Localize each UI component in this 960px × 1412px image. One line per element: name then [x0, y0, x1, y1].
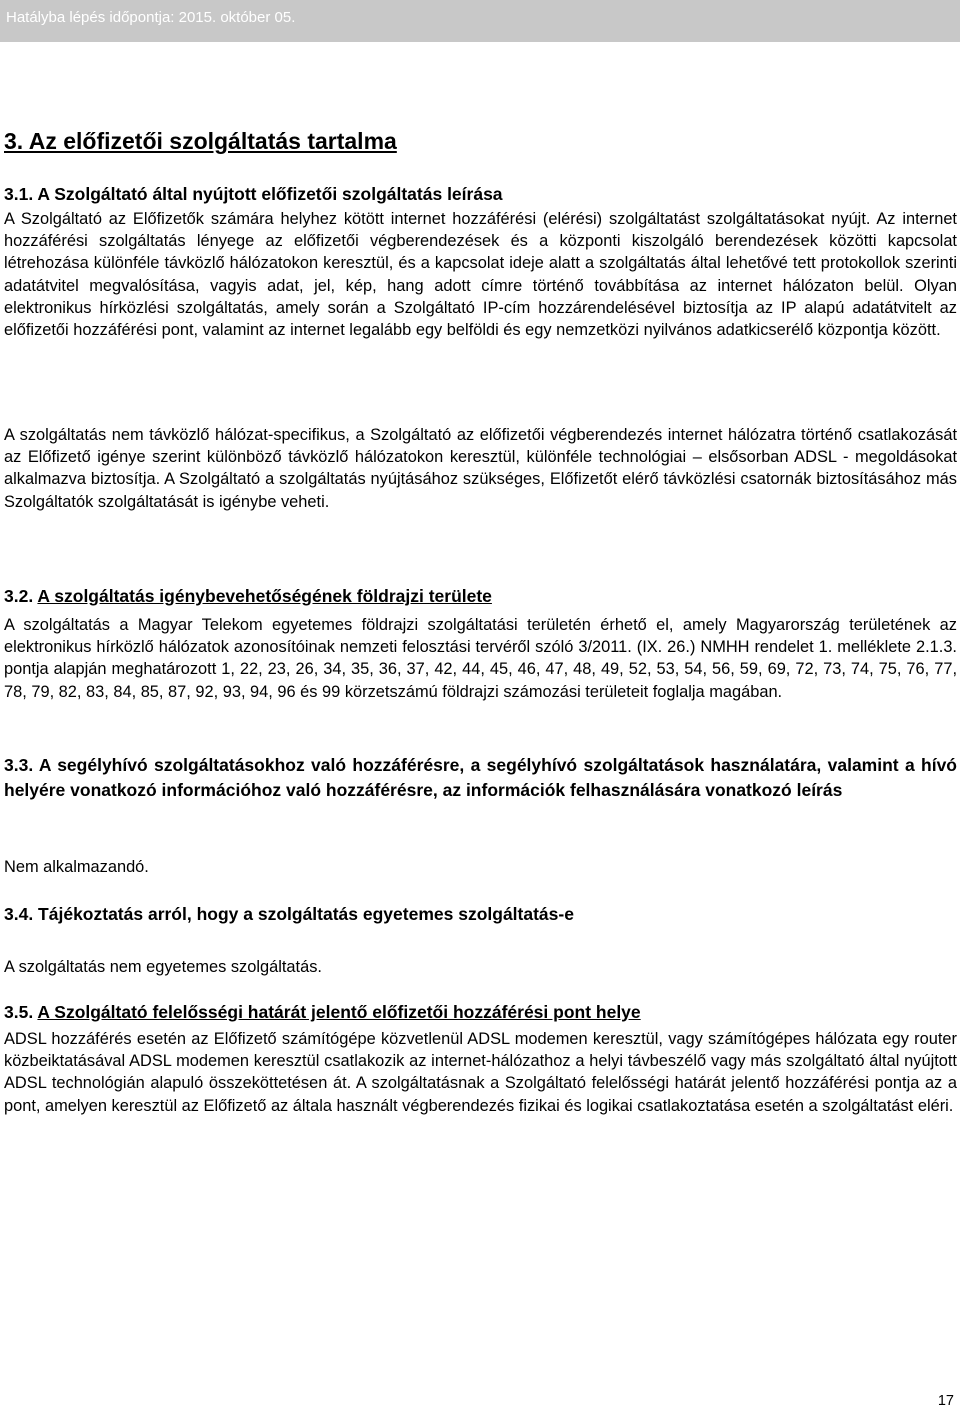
section-3-1-paragraph-2-block — [4, 424, 957, 513]
section-3-2-heading — [4, 584, 957, 608]
section-3-4-title: 3.4. Tájékoztatás arról, hogy a szolgáltatás egyetemes szolgáltatás-e — [4, 904, 574, 924]
page-number: 17 — [937, 1393, 954, 1409]
section-3-5-title: A Szolgáltató felelősségi határát jelentő előfizetői hozzáférési pont helye — [37, 1002, 641, 1022]
section-3-4 — [4, 902, 957, 926]
section-3-1-title: 3.1. A Szolgáltató által nyújtott előfizetői szolgáltatás leírása — [4, 184, 503, 204]
section-3-5-paragraph-1: ADSL hozzáférés esetén az Előfizető számítógépe közvetlenül ADSL modemen keresztül, vagy számítógépes hálózata egy router közbeiktatásával ADSL modemen keresztül csatlakozik az internet-hálózathoz a helyi távbeszélő vagy más szolgáltató által nyújtott ADSL technológián alapuló összeköttetésen át. A szolgáltatásnak a Szolgáltató felelősségi határát jelentő hozzáférési pontja az a pont, amelyen keresztül az Előfizető az általa használt végberendezés fizikai és logikai csatlakoztatása esetén a szolgáltatást eléri. — [4, 1030, 957, 1115]
section-3-2-number: 3.2. — [4, 586, 34, 606]
section-3-3-title: 3.3. A segélyhívó szolgáltatásokhoz való hozzáférésre, a segélyhívó szolgáltatások használatára, valamint a hívó helyére vonatkozó információhoz való hozzáférésre, az információk felhasználására vonatkozó leírás — [4, 755, 957, 800]
section-3-2 — [4, 584, 957, 703]
section-3-2-title: A szolgáltatás igénybevehetőségének földrajzi területe — [37, 586, 492, 606]
section-3-title: 3. Az előfizetői szolgáltatás tartalma — [4, 128, 397, 154]
section-3-1-paragraph-1: A Szolgáltató az Előfizetők számára helyhez kötött internet hozzáférési (elérési) szolgáltatást szolgáltatásokat nyújt. Az internet hozzáférési szolgáltatás lényege az előfizetői végberendezések és a központi kiszolgáló berendezések közötti kapcsolat létrehozása különféle távközlő hálózatokon keresztül, és a kapcsolat ideje alatt a szolgáltatás által lehetővé tett protokollok szerinti adatátvitel megvalósítása, vagyis adat, jel, kép, hang adott címre történő továbbítása az internet hálózaton belül. Olyan elektronikus hírközlési szolgáltatás, amely során a Szolgáltató IP-cím hozzárendelésével biztosítja az IP alapú adatátvitelt az előfizetői hozzáférési pont, valamint az internet legalább egy belföldi és egy nemzetközi nyilvános adatkicserélő központja között. — [4, 210, 957, 340]
section-3-3-body — [4, 856, 957, 878]
section-3-4-paragraph-1: A szolgáltatás nem egyetemes szolgáltatás. — [4, 958, 322, 976]
section-3-4-body — [4, 956, 957, 978]
section-3-2-paragraph-1: A szolgáltatás a Magyar Telekom egyetemes földrajzi szolgáltatási területén érhető el, amely Magyarország területének az elektronikus hírközlő hálózatok azonosítóinak nemzeti felosztási tervéről szóló 3/2011. (IX. 26.) NMHH rendelet 1. melléklete 2.1.3. pontja alapján meghatározott 1, 22, 23, 26, 34, 35, 36, 37, 42, 44, 45, 46, 47, 48, 49, 52, 53, 54, 56, 59, 69, 72, 73, 74, 75, 76, 77, 78, 79, 82, 83, 84, 85, 87, 92, 93, 94, 96 és 99 körzetszámú földrajzi számozási területeit foglalja magában. — [4, 616, 957, 701]
section-3-5-number: 3.5. — [4, 1002, 34, 1022]
section-3-3 — [4, 753, 957, 803]
header-bar — [0, 0, 960, 42]
section-3-5 — [4, 1000, 957, 1117]
effective-date-header: Hatályba lépés időpontja: 2015. október 05. — [6, 9, 296, 26]
section-3-1-paragraph-2: A szolgáltatás nem távközlő hálózat-specifikus, a Szolgáltató az előfizetői végberendezés internet hálózatra történő csatlakozását az Előfizető igénye szerint különböző távközlő hálózatokon keresztül, különféle technológiai – elsősorban ADSL - megoldásokat alkalmazva biztosítja. A Szolgáltató a szolgáltatás nyújtásához szükséges, Előfizetőt elérő távközlési csatornák biztosításához más Szolgáltatók szolgáltatását is igénybe veheti. — [4, 426, 957, 511]
section-3-1 — [4, 182, 957, 341]
section-3-5-heading — [4, 1000, 957, 1024]
section-3-3-paragraph-1: Nem alkalmazandó. — [4, 858, 149, 876]
